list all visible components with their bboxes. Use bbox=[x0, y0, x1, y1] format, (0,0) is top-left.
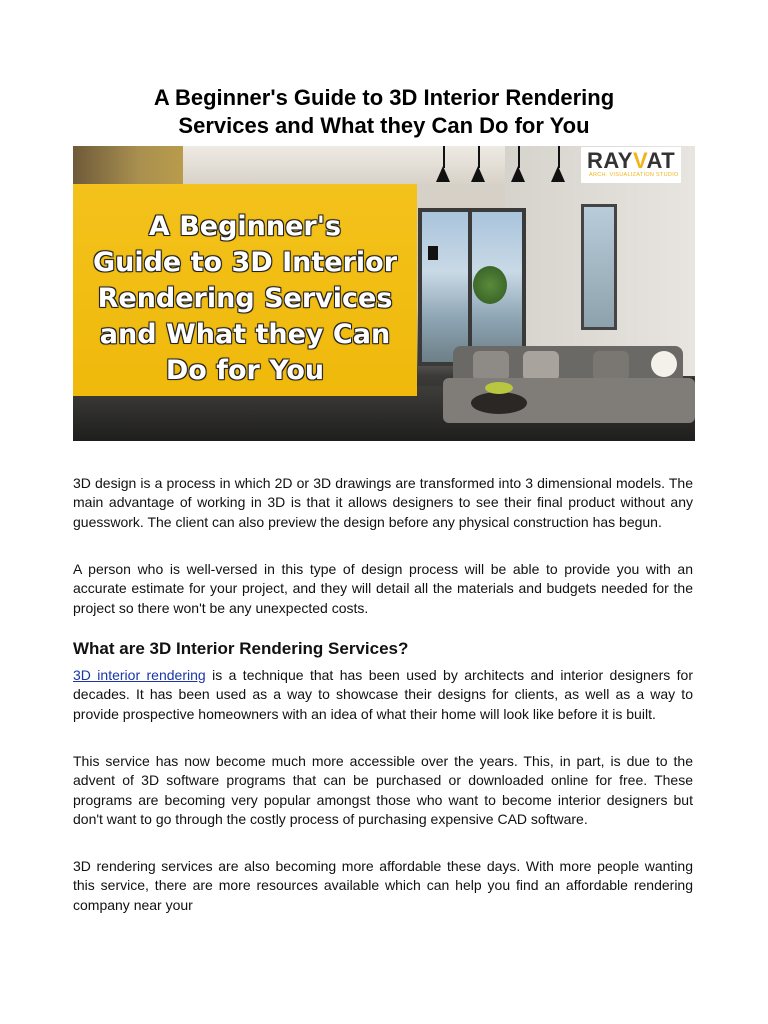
chandelier-rod bbox=[478, 146, 480, 168]
logo-wordmark-suffix: AT bbox=[646, 148, 676, 173]
paragraph-technique-text: is a technique that has been used by architects and interior designers for decades. It has been used as a way to showcase their designs for clients, as well as a way to provide prospective homeowners with an idea of what their home will look like before it is built. bbox=[73, 667, 693, 722]
section-heading: What are 3D Interior Rendering Services? bbox=[73, 639, 409, 658]
hero-image bbox=[73, 146, 695, 441]
logo-tagline: ARCH. VISUALIZATION STUDIO bbox=[589, 172, 679, 178]
chandelier-shade bbox=[511, 166, 525, 182]
chandelier-rod bbox=[518, 146, 520, 168]
hero-window bbox=[418, 208, 526, 366]
chandelier-rod bbox=[443, 146, 445, 168]
paragraph-accessibility: This service has now become much more accessible over the years. This, in part, is due to the advent of 3D software programs that can be purchased or downloaded online for free. These programs are becoming very popular amongst those who want to become interior designers but don't want to go through the costly process of purchasing expensive CAD software. bbox=[73, 753, 693, 828]
hero-fruit-bowl bbox=[485, 382, 513, 394]
hero-headline bbox=[73, 209, 417, 389]
hero-pillow bbox=[593, 351, 629, 381]
hero-headline-line: Rendering Services bbox=[97, 283, 393, 314]
hero-right-window bbox=[581, 204, 617, 330]
hero-coffee-table bbox=[471, 392, 527, 414]
hero-plant bbox=[473, 266, 507, 304]
paragraph-estimate: A person who is well-versed in this type of design process will be able to provide you with an accurate estimate for your project, and they will detail all the materials and budgets needed for the project so there won't be any unexpected costs. bbox=[73, 561, 693, 616]
paragraph-technique bbox=[73, 666, 693, 724]
chandelier-rod bbox=[558, 146, 560, 168]
hero-headline-line: A Beginner's bbox=[148, 211, 342, 242]
chandelier-shade bbox=[471, 166, 485, 182]
interior-rendering-link[interactable]: 3D interior rendering bbox=[73, 667, 206, 683]
hero-headline-line: Do for You bbox=[165, 355, 325, 386]
document-title bbox=[60, 84, 708, 140]
rayvat-logo bbox=[581, 147, 681, 183]
title-line-1: A Beginner's Guide to 3D Interior Rendering bbox=[153, 85, 615, 110]
paragraph-intro: 3D design is a process in which 2D or 3D drawings are transformed into 3 dimensional models. The main advantage of working in 3D is that it allows designers to see their final product without any guesswork. The client can also preview the design before any physical construction has begun. bbox=[73, 475, 693, 530]
logo-wordmark-accent: V bbox=[632, 148, 647, 173]
hero-headline-line: Guide to 3D Interior bbox=[92, 247, 398, 278]
logo-wordmark bbox=[587, 148, 675, 174]
hero-headline-line: and What they Can bbox=[99, 319, 391, 350]
hero-window-mullion bbox=[468, 212, 472, 362]
paragraph-affordability: 3D rendering services are also becoming more affordable these days. With more people wanting this service, there are more resources available which can help you find an affordable rendering company near your bbox=[73, 858, 693, 913]
chandelier-shade bbox=[436, 166, 450, 182]
hero-lamp bbox=[651, 351, 677, 377]
hero-chandelier bbox=[423, 146, 583, 206]
title-line-2: Services and What they Can Do for You bbox=[178, 113, 590, 138]
hero-pendant-light bbox=[428, 246, 438, 260]
hero-pillow bbox=[473, 351, 509, 381]
chandelier-shade bbox=[551, 166, 565, 182]
logo-wordmark-prefix: RAY bbox=[587, 148, 633, 173]
hero-pillow bbox=[523, 351, 559, 381]
